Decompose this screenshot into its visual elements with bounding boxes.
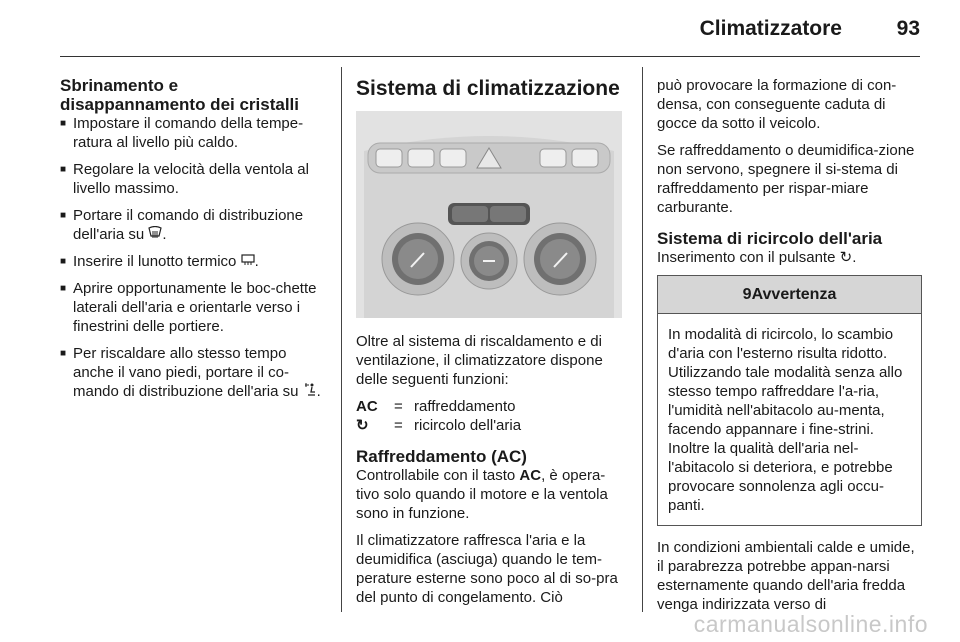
list-item-text: Per riscaldare allo stesso tempo anche il vano piedi, portare il co-mando di distribuzione dell'aria su bbox=[73, 345, 299, 400]
list-item bbox=[60, 206, 326, 244]
warning-body: In modalità di ricircolo, lo scambio d'aria con l'esterno risulta ridotto. Utilizzando tale modalità senza allo stesso tempo raffreddare l'a-ria, l'umidità nell'abitacolo au-menta, facendo appannare i fine-strini. Inoltre la qualità dell'aria nel-l'abitacolo si deteriora, e potrebbe provocare sonnolenza agli occu-panti. bbox=[668, 326, 903, 514]
punctuation: . bbox=[316, 383, 321, 400]
list-item bbox=[60, 279, 326, 336]
page-number: 93 bbox=[896, 17, 920, 40]
list-item-text: Regolare la velocità della ventola al livello massimo. bbox=[73, 161, 309, 197]
section-heading-cooling: Raffreddamento (AC) bbox=[356, 447, 527, 466]
control-panel-figure bbox=[356, 111, 622, 318]
watermark: carmanualsonline.info bbox=[693, 611, 928, 637]
function-equals: = bbox=[394, 417, 403, 434]
recirculation-button-icon: ↻ bbox=[839, 249, 853, 266]
list-item bbox=[60, 160, 326, 198]
cooling-paragraph bbox=[356, 466, 626, 523]
cooling-detail-paragraph: Il climatizzatore raffresca l'aria e la deumidifica (asciuga) quando le tem-perature esterne sono poco al di so-pra del punto di congelamento. Ciò bbox=[356, 532, 618, 606]
function-equals: = bbox=[394, 398, 403, 415]
condensation-paragraph: può provocare la formazione di con-densa, con conseguente caduta di gocce da sotto il veicolo. bbox=[657, 77, 897, 132]
recirculation-icon: ↻ bbox=[356, 417, 369, 434]
function-row bbox=[356, 416, 626, 435]
function-key-ac: AC bbox=[356, 398, 378, 415]
punctuation: . bbox=[254, 253, 259, 270]
punctuation: . bbox=[162, 226, 167, 243]
column-right bbox=[657, 76, 922, 622]
intro-paragraph: Oltre al sistema di riscaldamento e di ventilazione, il climatizzatore dispone delle seguenti funzioni: bbox=[356, 333, 603, 388]
function-row bbox=[356, 397, 626, 416]
column-divider-1 bbox=[341, 67, 342, 612]
section-heading-defrost: Sbrinamento e disappannamento dei cristalli bbox=[60, 76, 300, 114]
warning-title: Avvertenza bbox=[751, 286, 837, 303]
header-divider bbox=[60, 56, 920, 57]
text-span: Controllabile con il tasto bbox=[356, 467, 520, 484]
page-title: Climatizzatore bbox=[699, 17, 842, 40]
function-list bbox=[356, 397, 626, 435]
windscreen-defrost-icon bbox=[148, 225, 162, 244]
rear-window-heating-icon bbox=[241, 252, 255, 271]
warning-icon: 9 bbox=[742, 286, 752, 303]
list-item bbox=[60, 114, 326, 152]
function-description: ricircolo dell'aria bbox=[414, 417, 522, 434]
control-panel-illustration bbox=[356, 111, 622, 318]
ac-label: AC bbox=[519, 467, 542, 484]
section-heading-recirculation: Sistema di ricircolo dell'aria bbox=[657, 229, 883, 248]
list-item-text: Aprire opportunamente le boc-chette laterali dell'aria e orientarle verso i finestrini delle portiere. bbox=[73, 280, 317, 335]
list-item bbox=[60, 344, 326, 401]
text-span: Inserimento con il pulsante bbox=[657, 249, 836, 266]
list-item-text: Impostare il comando della tempe-ratura al livello più caldo. bbox=[73, 115, 304, 151]
recirculation-paragraph bbox=[657, 248, 922, 267]
column-left bbox=[60, 76, 326, 409]
column-middle bbox=[356, 76, 626, 615]
text-span: , è opera-tivo solo quando il motore e la ventola sono in funzione. bbox=[356, 467, 608, 522]
page-header bbox=[0, 0, 960, 56]
warning-box bbox=[657, 275, 922, 526]
warning-header bbox=[658, 276, 921, 314]
punctuation: . bbox=[852, 249, 857, 266]
fuel-saving-paragraph: Se raffreddamento o deumidifica-zione non servono, spegnere il si-stema di raffreddamento per rispar-miare carburante. bbox=[657, 142, 915, 216]
column-divider-2 bbox=[642, 67, 643, 612]
list-item bbox=[60, 252, 326, 271]
function-description: raffreddamento bbox=[414, 398, 516, 415]
fogging-paragraph: In condizioni ambientali calde e umide, il parabrezza potrebbe appan-narsi esternamente quando dell'aria fredda venga indirizzata verso di bbox=[657, 539, 915, 613]
list-item-text: Portare il comando di distribuzione dell'aria su bbox=[73, 207, 304, 243]
section-title-climate-system: Sistema di climatizzazione bbox=[356, 77, 620, 100]
list-item-text: Inserire il lunotto termico bbox=[73, 253, 237, 270]
footwell-windscreen-icon bbox=[303, 382, 317, 401]
instruction-list bbox=[60, 114, 326, 401]
